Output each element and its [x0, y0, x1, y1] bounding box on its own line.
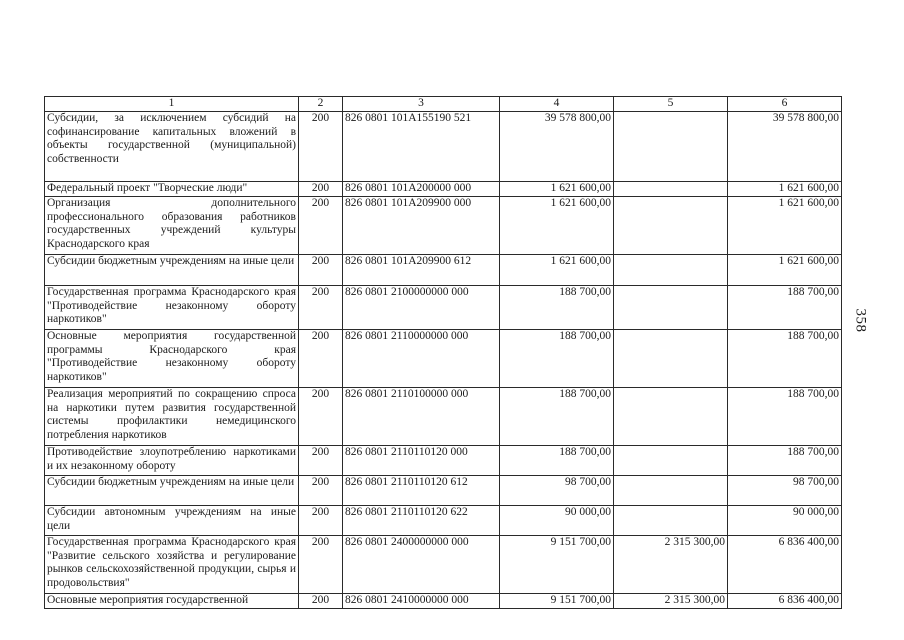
row-grbs: 200 — [299, 506, 343, 536]
table-row — [45, 330, 842, 388]
header-cell: 3 — [343, 97, 500, 112]
row-name: Субсидии бюджетным учреждениям на иные цели — [45, 255, 299, 286]
row-regional: 188 700,00 — [728, 446, 842, 476]
header-cell: 5 — [614, 97, 728, 112]
row-grbs: 200 — [299, 330, 343, 388]
row-code: 826 0801 101А209900 612 — [343, 255, 500, 286]
row-federal — [614, 255, 728, 286]
row-grbs: 200 — [299, 388, 343, 446]
row-grbs: 200 — [299, 476, 343, 506]
table-row — [45, 506, 842, 536]
table-row — [45, 476, 842, 506]
row-code: 826 0801 2410000000 000 — [343, 594, 500, 609]
row-grbs: 200 — [299, 182, 343, 197]
row-total: 188 700,00 — [500, 330, 614, 388]
row-total: 9 151 700,00 — [500, 536, 614, 594]
row-code: 826 0801 2110110120 622 — [343, 506, 500, 536]
row-code: 826 0801 2110000000 000 — [343, 330, 500, 388]
row-grbs: 200 — [299, 536, 343, 594]
row-total: 188 700,00 — [500, 286, 614, 330]
row-grbs: 200 — [299, 112, 343, 182]
row-grbs: 200 — [299, 446, 343, 476]
row-total: 98 700,00 — [500, 476, 614, 506]
row-regional: 1 621 600,00 — [728, 255, 842, 286]
row-name: Организация дополнительного профессионального образования работников государственных учреждений культуры Краснодарского края — [45, 197, 299, 255]
row-regional: 188 700,00 — [728, 388, 842, 446]
row-total: 1 621 600,00 — [500, 197, 614, 255]
table-row — [45, 446, 842, 476]
row-regional: 98 700,00 — [728, 476, 842, 506]
row-federal — [614, 112, 728, 182]
row-regional: 188 700,00 — [728, 330, 842, 388]
row-code: 826 0801 2110110120 612 — [343, 476, 500, 506]
table-row — [45, 536, 842, 594]
table-row — [45, 112, 842, 182]
page-number: 358 — [852, 308, 869, 333]
row-code: 826 0801 2100000000 000 — [343, 286, 500, 330]
row-federal: 2 315 300,00 — [614, 536, 728, 594]
row-federal — [614, 506, 728, 536]
row-name: Противодействие злоупотреблению наркотиками и их незаконному обороту — [45, 446, 299, 476]
row-regional: 188 700,00 — [728, 286, 842, 330]
row-name: Субсидии, за исключением субсидий на софинансирование капитальных вложений в объекты государственной (муниципальной) собственности — [45, 112, 299, 182]
row-name: Субсидии автономным учреждениям на иные цели — [45, 506, 299, 536]
row-grbs: 200 — [299, 286, 343, 330]
row-federal — [614, 286, 728, 330]
row-name: Федеральный проект "Творческие люди" — [45, 182, 299, 197]
row-regional: 90 000,00 — [728, 506, 842, 536]
table-header-row — [45, 97, 842, 112]
row-grbs: 200 — [299, 197, 343, 255]
row-total: 188 700,00 — [500, 446, 614, 476]
table-row — [45, 286, 842, 330]
table-row — [45, 388, 842, 446]
row-code: 826 0801 101А209900 000 — [343, 197, 500, 255]
row-total: 1 621 600,00 — [500, 182, 614, 197]
row-name: Реализация мероприятий по сокращению спроса на наркотики путем развития государственной системы профилактики немедицинского потребления наркотиков — [45, 388, 299, 446]
row-federal — [614, 476, 728, 506]
row-federal — [614, 330, 728, 388]
table-row — [45, 255, 842, 286]
header-cell: 4 — [500, 97, 614, 112]
row-total: 39 578 800,00 — [500, 112, 614, 182]
row-code: 826 0801 101А155190 521 — [343, 112, 500, 182]
row-code: 826 0801 101А200000 000 — [343, 182, 500, 197]
row-total: 9 151 700,00 — [500, 594, 614, 609]
table-row — [45, 594, 842, 609]
row-federal — [614, 446, 728, 476]
row-code: 826 0801 2110110120 000 — [343, 446, 500, 476]
row-regional: 6 836 400,00 — [728, 536, 842, 594]
table-row — [45, 182, 842, 197]
row-total: 188 700,00 — [500, 388, 614, 446]
row-name: Основные мероприятия государственной программы Краснодарского края "Противодействие незаконному обороту наркотиков" — [45, 330, 299, 388]
row-name: Государственная программа Краснодарского края "Противодействие незаконному обороту наркотиков" — [45, 286, 299, 330]
header-cell: 2 — [299, 97, 343, 112]
row-federal — [614, 388, 728, 446]
table-row — [45, 197, 842, 255]
row-regional: 39 578 800,00 — [728, 112, 842, 182]
row-regional: 6 836 400,00 — [728, 594, 842, 609]
row-total: 1 621 600,00 — [500, 255, 614, 286]
row-name: Государственная программа Краснодарского края "Развитие сельского хозяйства и регулирование рынков сельскохозяйственной продукции, сырья и продовольствия" — [45, 536, 299, 594]
row-code: 826 0801 2110100000 000 — [343, 388, 500, 446]
row-grbs: 200 — [299, 255, 343, 286]
row-federal — [614, 182, 728, 197]
row-name: Субсидии бюджетным учреждениям на иные цели — [45, 476, 299, 506]
header-cell: 1 — [45, 97, 299, 112]
row-federal: 2 315 300,00 — [614, 594, 728, 609]
header-cell: 6 — [728, 97, 842, 112]
row-grbs: 200 — [299, 594, 343, 609]
row-total: 90 000,00 — [500, 506, 614, 536]
row-name: Основные мероприятия государственной — [45, 594, 299, 609]
row-code: 826 0801 2400000000 000 — [343, 536, 500, 594]
budget-table — [44, 96, 842, 609]
row-regional: 1 621 600,00 — [728, 182, 842, 197]
row-federal — [614, 197, 728, 255]
row-regional: 1 621 600,00 — [728, 197, 842, 255]
